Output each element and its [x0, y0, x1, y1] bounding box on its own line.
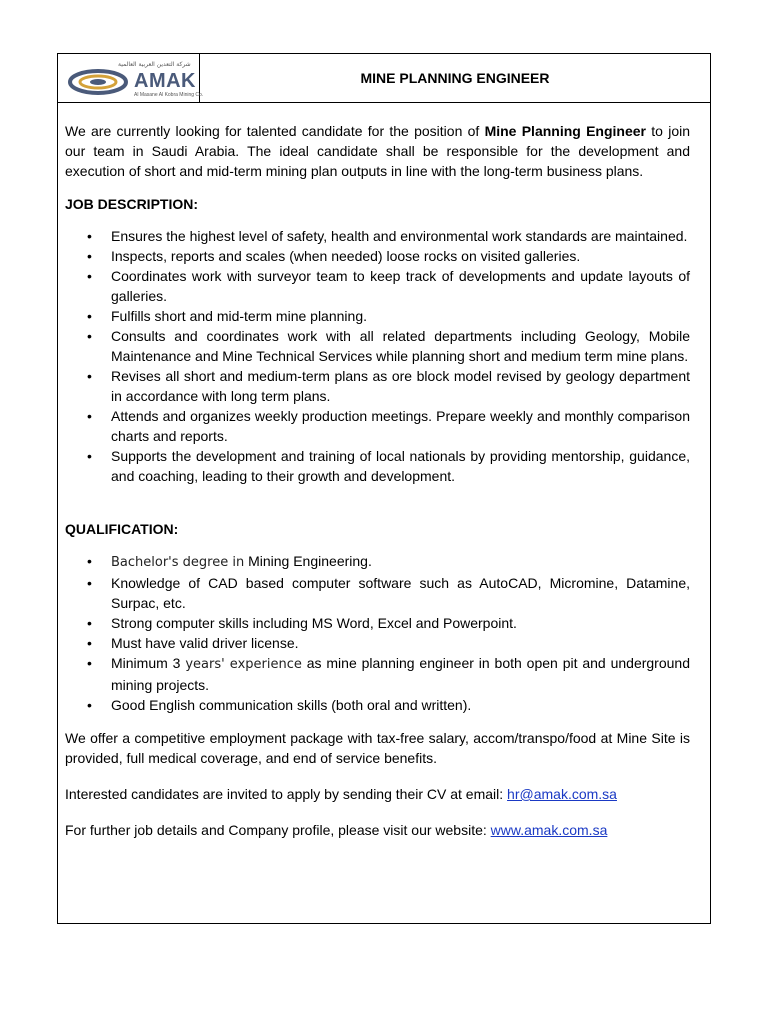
- list-item: • Consults and coordinates work with all related departments including Geology, Mobile Maintenance and Mine Technical Services while planning short and medium term mine plans.: [111, 326, 690, 366]
- list-item: • Attends and organizes weekly production meetings. Prepare weekly and monthly comparison charts and reports.: [111, 406, 690, 446]
- qualification-heading: QUALIFICATION:: [65, 521, 179, 537]
- job-description-list: [65, 226, 690, 486]
- page-title: MINE PLANNING ENGINEER: [360, 70, 550, 86]
- amak-logo-icon: [68, 68, 130, 96]
- header-table: [57, 53, 711, 103]
- email-link[interactable]: hr@amak.com.sa: [507, 786, 617, 802]
- job-description-heading: JOB DESCRIPTION:: [65, 196, 199, 212]
- logo-subtitle: Al Masane Al Kobra Mining Co.: [134, 92, 204, 98]
- website-paragraph: For further job details and Company profile, please visit our website: www.amak.com.sa: [65, 822, 608, 838]
- logo-brand: AMAK: [134, 70, 196, 92]
- list-item: • Strong computer skills including MS Word, Excel and Powerpoint.: [111, 613, 690, 633]
- list-item: • Supports the development and training of local nationals by providing mentorship, guidance, and coaching, leading to their growth and development.: [111, 446, 690, 486]
- company-logo: [58, 54, 204, 102]
- list-item: • Coordinates work with surveyor team to keep track of developments and update layouts of galleries.: [111, 266, 690, 306]
- list-item: • Good English communication skills (both oral and written).: [111, 695, 690, 715]
- logo-arabic-text: شركة التعدين العربية العالمية: [118, 61, 191, 68]
- position-name: Mine Planning Engineer: [484, 123, 646, 139]
- list-item: • Ensures the highest level of safety, health and environmental work standards are maintained.: [111, 226, 690, 246]
- job-posting-body: [57, 102, 711, 924]
- list-item: • Knowledge of CAD based computer software such as AutoCAD, Micromine, Datamine, Surpac, etc.: [111, 573, 690, 613]
- offer-paragraph: We offer a competitive employment package with tax-free salary, accom/transpo/food at Mine Site is provided, full medical coverage, and end of service benefits.: [65, 730, 690, 766]
- qualification-list: [65, 551, 690, 715]
- list-item: • Fulfills short and mid-term mine planning.: [111, 306, 690, 326]
- list-item: • Inspects, reports and scales (when needed) loose rocks on visited galleries.: [111, 246, 690, 266]
- list-item: • Revises all short and medium-term plans as ore block model revised by geology department in accordance with long term plans.: [111, 366, 690, 406]
- list-item: • Must have valid driver license.: [111, 633, 690, 653]
- website-link[interactable]: www.amak.com.sa: [490, 822, 608, 838]
- apply-paragraph: Interested candidates are invited to apply by sending their CV at email: hr@amak.com.sa: [65, 786, 617, 802]
- list-item: • Minimum 3 years' experience as mine planning engineer in both open pit and underground mining projects.: [111, 653, 690, 695]
- list-item: • Bachelor's degree in Mining Engineering.: [111, 551, 690, 573]
- intro-paragraph: We are currently looking for talented candidate for the position of Mine Planning Engineer to join our team in Saudi Arabia. The ideal candidate shall be responsible for the development and execution of short and mid-term mining plan outputs in line with the long-term business plans.: [65, 123, 691, 179]
